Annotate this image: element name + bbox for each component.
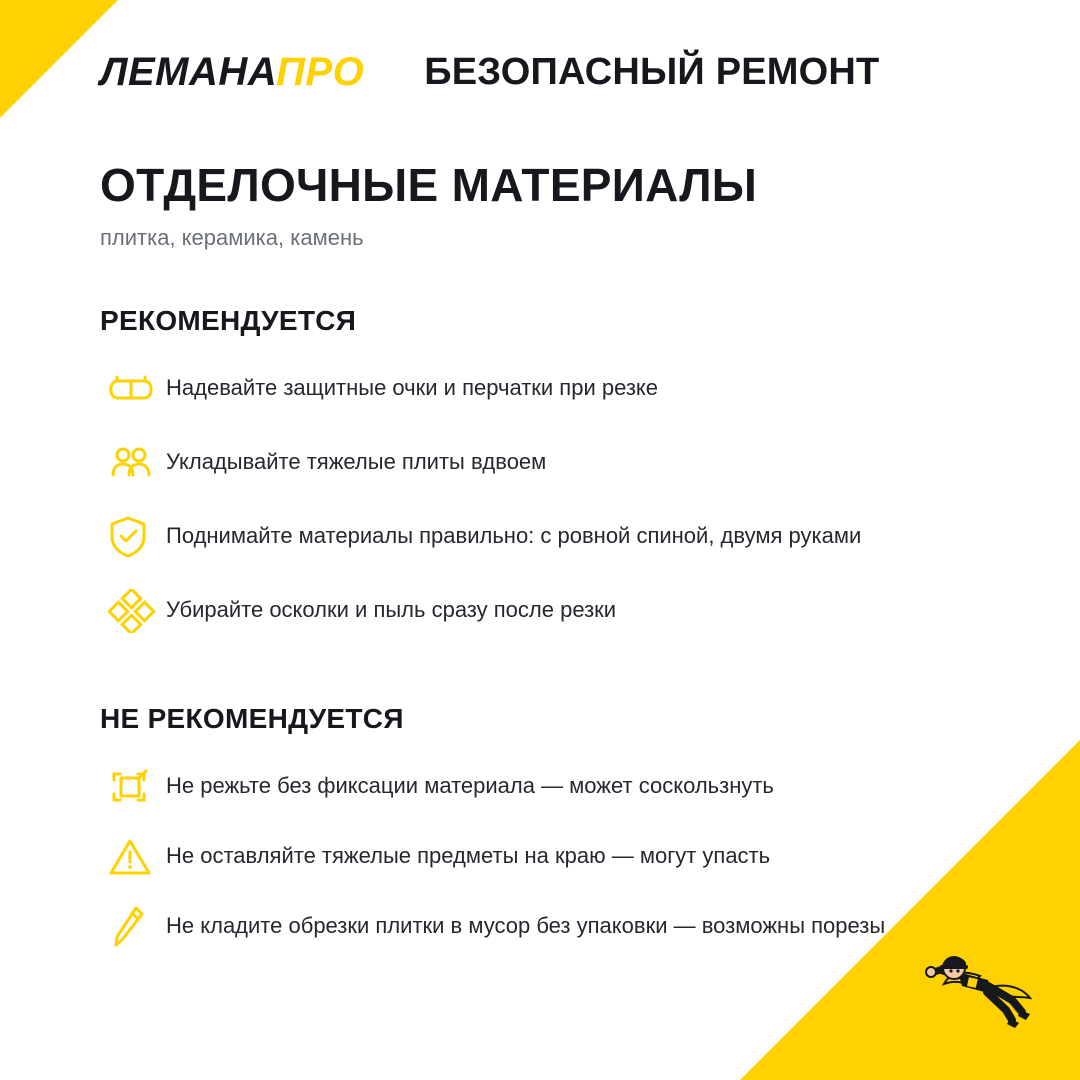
list-item — [100, 831, 990, 883]
list-item — [100, 585, 990, 637]
list-item-text: Укладывайте тяжелые плиты вдвоем — [166, 448, 547, 474]
shards-diamonds-icon — [100, 585, 166, 637]
section-not-recommended — [100, 703, 990, 953]
logo-pro-text: ПРО — [276, 49, 365, 94]
main-content — [100, 160, 990, 971]
list-item — [100, 511, 990, 563]
list-item-text: Не оставляйте тяжелые предметы на краю — могут упасть — [166, 842, 771, 868]
section-title-recommended: РЕКОМЕНДУЕТСЯ — [100, 304, 357, 336]
section-title-not-recommended: НЕ РЕКОМЕНДУЕТСЯ — [100, 702, 404, 734]
list-item — [100, 437, 990, 489]
two-people-icon — [100, 437, 166, 489]
shield-check-icon — [100, 511, 166, 563]
list-item-text: Надевайте защитные очки и перчатки при резке — [166, 374, 659, 400]
flying-worker-mascot — [888, 928, 1038, 1038]
page-title: ОТДЕЛОЧНЫЕ МАТЕРИАЛЫ — [100, 159, 758, 211]
list-item — [100, 901, 990, 953]
logo-lemana-text: ЛЕМАНА — [100, 49, 277, 94]
list-item — [100, 363, 990, 415]
warning-triangle-icon — [100, 831, 166, 883]
brand-logo — [100, 50, 364, 95]
sharp-blade-icon — [100, 901, 166, 953]
unfixed-material-icon — [100, 761, 166, 813]
list-item-text: Убирайте осколки и пыль сразу после резки — [166, 596, 617, 622]
section-recommended — [100, 305, 990, 637]
list-item-text: Не режьте без фиксации материала — может соскользнуть — [166, 772, 774, 798]
safety-goggles-icon — [100, 363, 166, 415]
page-subtitle: плитка, керамика, камень — [100, 224, 364, 250]
header — [100, 44, 1020, 100]
list-item — [100, 761, 990, 813]
list-item-text: Не кладите обрезки плитки в мусор без упаковки — возможны порезы — [166, 912, 886, 938]
list-item-text: Поднимайте материалы правильно: с ровной спиной, двумя руками — [166, 522, 862, 548]
header-title: БЕЗОПАСНЫЙ РЕМОНТ — [424, 50, 880, 93]
